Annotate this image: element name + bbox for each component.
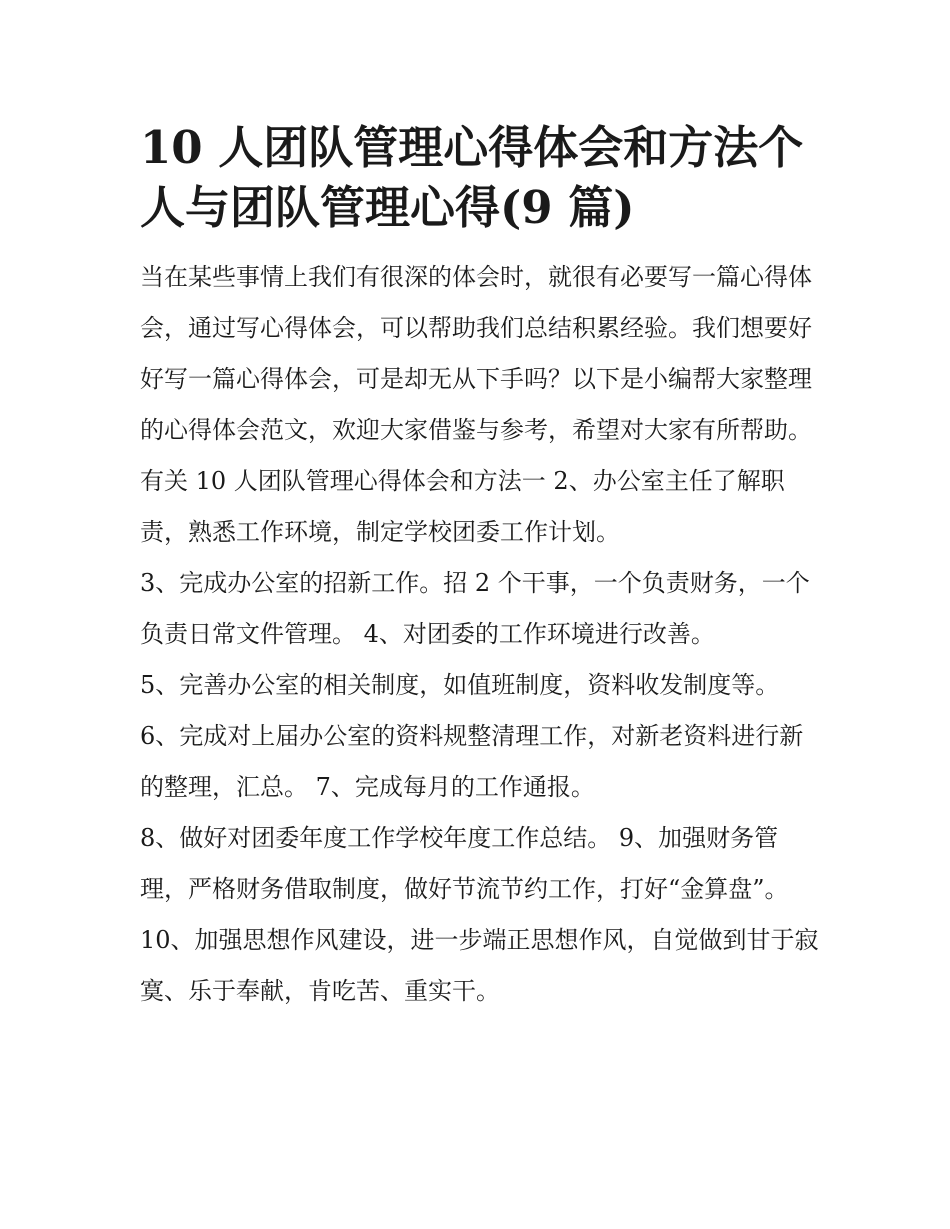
paragraph-item-5: 5、完善办公室的相关制度，如值班制度，资料收发制度等。 xyxy=(140,671,780,699)
document-title: 10 人团队管理心得体会和方法个人与团队管理心得(9 篇) xyxy=(140,121,804,234)
paragraph-intro: 当在某些事情上我们有很深的体会时，就很有必要写一篇心得体会，通过写心得体会，可以帮助我们总结积累经验。我们想要好好写一篇心得体会，可是却无从下手吗？以下是小编帮大家整理的心得体会范文，欢迎大家借鉴与参考，希望对大家有所帮助。 xyxy=(140,263,812,444)
paragraph-item-10: 10、加强思想作风建设，进一步端正思想作风，自觉做到甘于寂寞、乐于奉献，肯吃苦、重实干。 xyxy=(140,926,819,1005)
paragraph-item-2: 有关 10 人团队管理心得体会和方法一 2、办公室主任了解职责，熟悉工作环境，制定学校团委工作计划。 xyxy=(140,467,785,546)
paragraph-item-6-7: 6、完成对上届办公室的资料规整清理工作，对新老资料进行新的整理，汇总。 7、完成每月的工作通报。 xyxy=(140,722,804,801)
document-page xyxy=(140,118,820,1017)
paragraph-item-8-9: 8、做好对团委年度工作学校年度工作总结。 9、加强财务管理，严格财务借取制度，做好节流节约工作，打好“金算盘”。 xyxy=(140,824,789,903)
paragraph-item-3-4: 3、完成办公室的招新工作。招 2 个干事，一个负责财务，一个负责日常文件管理。 4、对团委的工作环境进行改善。 xyxy=(140,569,810,648)
